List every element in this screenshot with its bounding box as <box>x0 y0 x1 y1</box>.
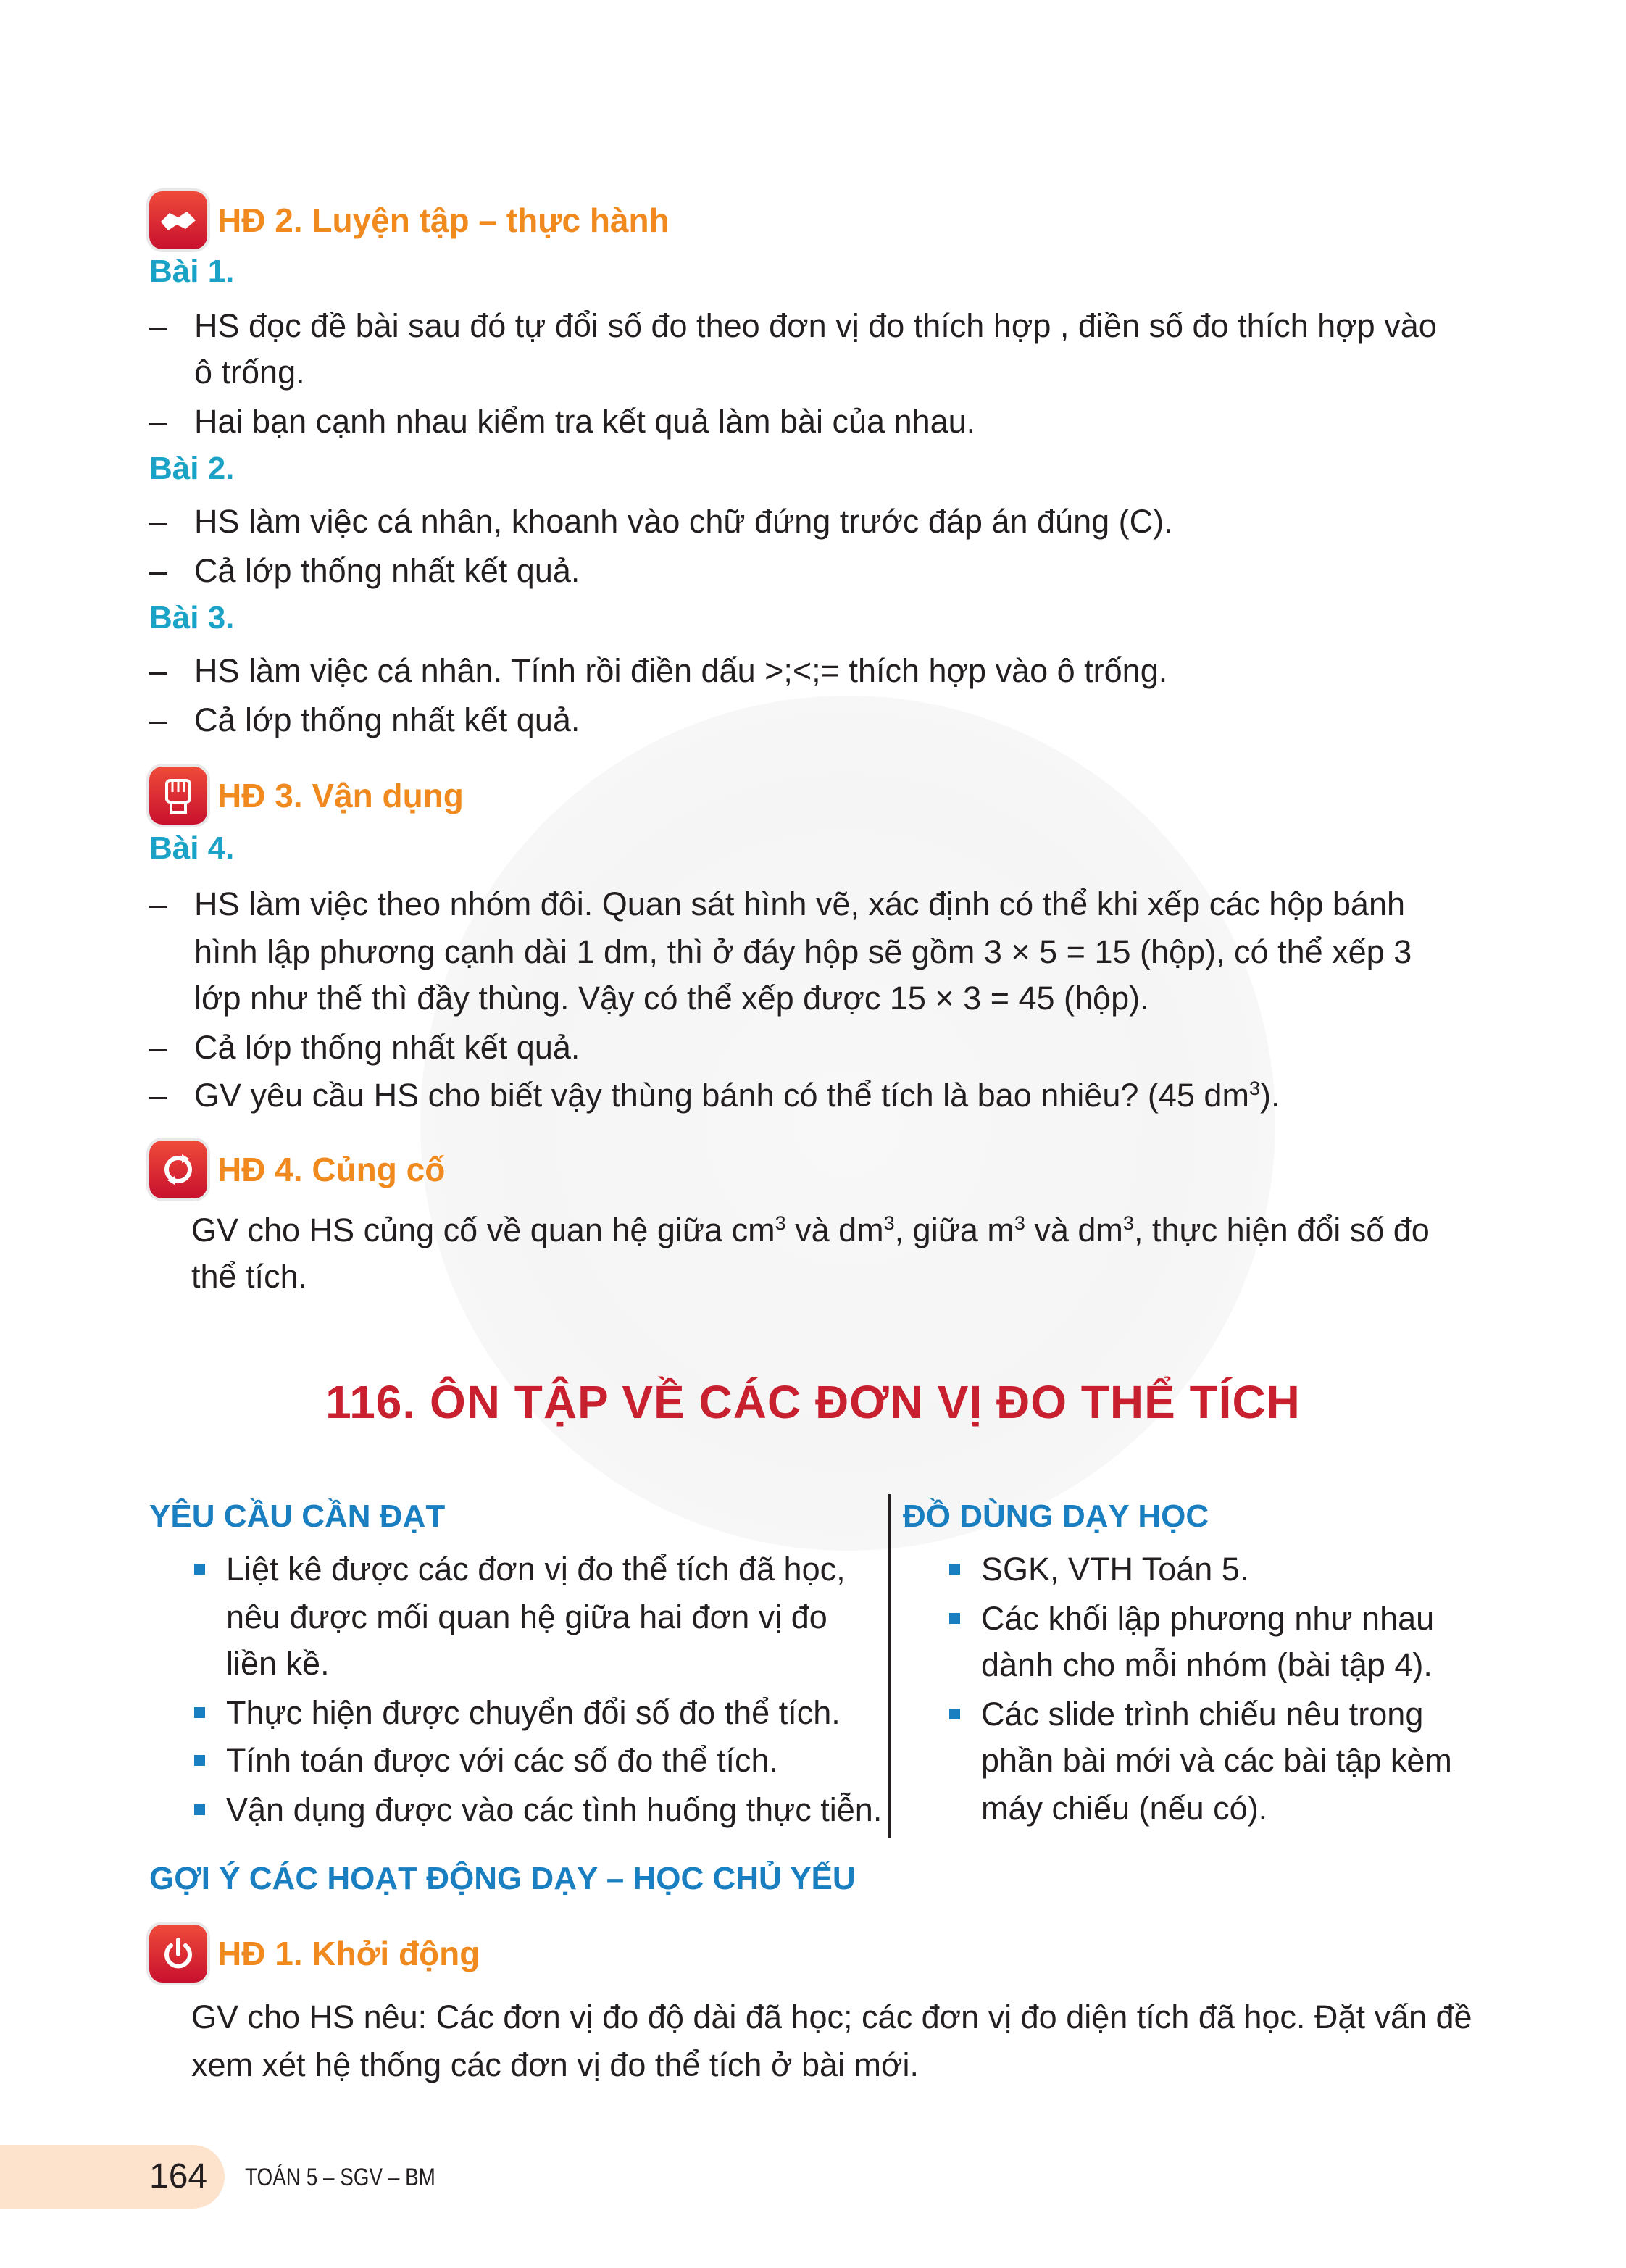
bullet-icon <box>194 1755 205 1766</box>
do-dung-item-2: Các khối lập phương như nhau <box>981 1596 1434 1642</box>
hd4-paragraph-line1: GV cho HS củng cố về quan hệ giữa $cm^3$ và $dm^3$, giữa $m^3$ và $dm^3$, thực hiện đổi số đo <box>191 1212 1430 1248</box>
bai4-label: Bài 4. <box>149 830 235 866</box>
bai3-line2: – Cả lớp thống nhất kết quả. <box>149 701 580 738</box>
column-divider <box>888 1494 891 1838</box>
lesson-title: 116. ÔN TẬP VỀ CÁC ĐƠN VỊ ĐO THỂ TÍCH <box>325 1376 1301 1428</box>
bai1-line2: – Hai bạn cạnh nhau kiểm tra kết quả làm bài của nhau. <box>149 403 976 440</box>
refresh-icon <box>149 1141 207 1198</box>
bai1-line1: – HS đọc đề bài sau đó tự đổi số đo theo đơn vị đo thích hợp , điền số đo thích hợp vào <box>149 307 1437 344</box>
bullet-icon <box>949 1709 960 1719</box>
do-dung-item-3-cont1: phần bài mới và các bài tập kèm <box>981 1742 1452 1779</box>
bai1-label: Bài 1. <box>149 254 235 289</box>
bai1-line1-cont: ô trống. <box>194 354 305 391</box>
bai3-line1: – HS làm việc cá nhân. Tính rồi điền dấu >;<;= thích hợp vào ô trống. <box>149 652 1168 689</box>
goi-y-heading: GỢI Ý CÁC HOẠT ĐỘNG DẠY – HỌC CHỦ YẾU <box>149 1861 856 1896</box>
bullet-icon <box>949 1564 960 1575</box>
bai2-label: Bài 2. <box>149 451 235 486</box>
do-dung-item-3: Các slide trình chiếu nêu trong <box>981 1691 1423 1738</box>
bai4-line1: – HS làm việc theo nhóm đôi. Quan sát hình vẽ, xác định có thể khi xếp các hộp bánh <box>149 885 1405 922</box>
hd1-paragraph-line2: xem xét hệ thống các đơn vị đo thể tích ở bài mới. <box>191 2046 920 2083</box>
handshake-icon <box>149 191 207 249</box>
hd2-title: HĐ 2. Luyện tập – thực hành <box>217 201 670 239</box>
bai4-line3: – GV yêu cầu HS cho biết vậy thùng bánh có thể tích là bao nhiêu? (45 $dm^3$). <box>149 1077 1280 1114</box>
hd3-title: HĐ 3. Vận dụng <box>217 777 464 814</box>
yeu-cau-item-1-cont2: liền kề. <box>226 1645 330 1682</box>
power-icon <box>149 1925 207 1983</box>
do-dung-item-1: SGK, VTH Toán 5. <box>981 1546 1248 1593</box>
bullet-icon <box>949 1613 960 1624</box>
do-dung-item-2-cont: dành cho mỗi nhóm (bài tập 4). <box>981 1646 1433 1683</box>
hd1-paragraph-line1: GV cho HS nêu: Các đơn vị đo độ dài đã học; các đơn vị đo diện tích đã học. Đặt vấn đề <box>191 1998 1472 2035</box>
page-number: 164 <box>149 2157 208 2196</box>
yeu-cau-heading: YÊU CẦU CẦN ĐẠT <box>149 1498 446 1534</box>
do-dung-item-3-cont2: máy chiếu (nếu có). <box>981 1790 1268 1827</box>
bai2-line2: – Cả lớp thống nhất kết quả. <box>149 552 580 589</box>
bai3-label: Bài 3. <box>149 600 235 635</box>
hd3-heading <box>149 767 464 825</box>
bullet-icon <box>194 1564 205 1575</box>
hd4-heading <box>149 1141 445 1198</box>
hd4-title: HĐ 4. Củng cố <box>217 1151 446 1188</box>
yeu-cau-item-1: Liệt kê được các đơn vị đo thể tích đã học, <box>226 1546 846 1593</box>
hd2-heading <box>149 191 670 249</box>
yeu-cau-item-4: Vận dụng được vào các tình huống thực tiễn. <box>226 1787 882 1833</box>
do-dung-heading: ĐỒ DÙNG DẠY HỌC <box>903 1498 1209 1534</box>
yeu-cau-item-2: Thực hiện được chuyển đổi số đo thể tích. <box>226 1690 841 1736</box>
hd1-title: HĐ 1. Khởi động <box>217 1935 480 1972</box>
bullet-icon <box>194 1804 205 1815</box>
yeu-cau-item-3: Tính toán được với các số đo thể tích. <box>226 1738 778 1784</box>
hd1-heading <box>149 1925 480 1983</box>
bai4-line1-cont1: hình lập phương cạnh dài 1 dm, thì ở đáy hộp sẽ gồm 3 × 5 = 15 (hộp), có thể xếp 3 <box>194 933 1412 970</box>
bai4-line2: – Cả lớp thống nhất kết quả. <box>149 1029 580 1066</box>
bullet-icon <box>194 1707 205 1718</box>
book-title: TOÁN 5 – SGV – BM <box>245 2164 435 2191</box>
bai2-line1: – HS làm việc cá nhân, khoanh vào chữ đứng trước đáp án đúng (C). <box>149 503 1173 540</box>
yeu-cau-item-1-cont1: nêu được mối quan hệ giữa hai đơn vị đo <box>226 1598 827 1635</box>
hd4-paragraph-line2: thể tích. <box>191 1258 308 1295</box>
bai4-line1-cont2: lớp như thế thì đầy thùng. Vậy có thể xếp được 15 × 3 = 45 (hộp). <box>194 980 1149 1017</box>
raised-fist-icon <box>149 767 207 825</box>
